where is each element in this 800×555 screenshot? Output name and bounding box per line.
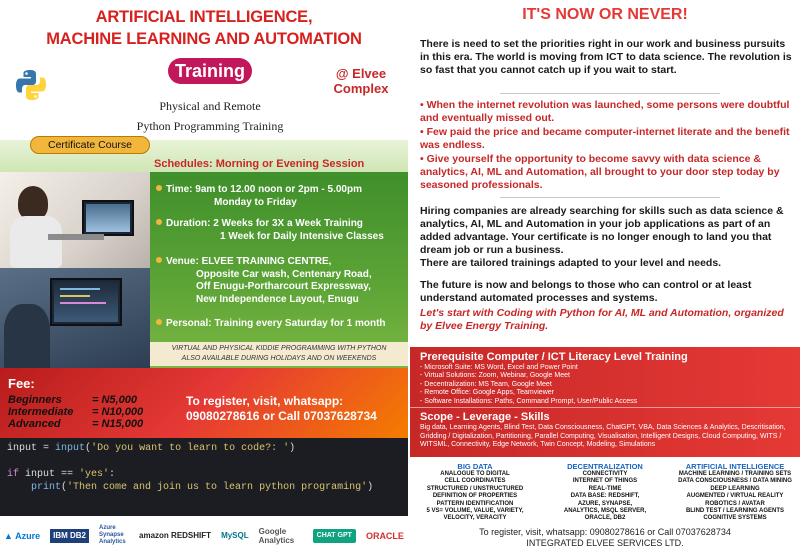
- register-info: [186, 394, 406, 424]
- time-line-2: Monday to Friday: [214, 196, 297, 208]
- headline: IT'S NOW OR NEVER!: [522, 6, 688, 23]
- column-line: PATTERN IDENTIFICATION: [436, 500, 514, 507]
- column-line: DEEP LEARNING: [710, 485, 760, 492]
- column-heading: ARTIFICIAL INTELLIGENCE: [685, 462, 785, 471]
- person-shape: [4, 304, 50, 368]
- venue-line-1: Venue: ELVEE TRAINING CENTRE,: [166, 256, 332, 267]
- flyer-title: [6, 6, 402, 50]
- column-ai: [670, 460, 800, 524]
- bullet-icon: [156, 219, 162, 225]
- fee-title: Fee:: [8, 376, 35, 391]
- scope-panel: [410, 407, 800, 457]
- column-line: CELL COORDINATES: [444, 478, 506, 485]
- screen-shape: [86, 204, 130, 232]
- code-token: :: [109, 469, 116, 480]
- fee-level: Advanced: [8, 418, 61, 430]
- training-badge: Training: [168, 58, 252, 84]
- column-heading: BIG DATA: [457, 462, 493, 471]
- fee-level: Intermediate: [8, 406, 74, 418]
- duration-line-1: Duration: 2 Weeks for 3X a Week Training: [166, 218, 363, 229]
- column-line: VELOCITY, VERACITY: [443, 515, 507, 522]
- prerequisite-item: - Virtual Solutions: Zoom, Webinar, Google Meet: [420, 372, 570, 380]
- fee-amount: = N10,000: [92, 406, 144, 418]
- column-decentralization: [540, 460, 670, 524]
- column-line: ORACLE, DB2: [584, 515, 626, 522]
- azure-label: Azure: [15, 530, 41, 541]
- code-token: input ==: [19, 469, 80, 480]
- hiring-paragraph: Hiring companies are already searching for skills such as data science & analytics, AI, ML and Automation in your job applications as part of an added advantage. Your certificate is no longer enough to land you that dream job or run a business.: [420, 205, 784, 256]
- kiddie-line-1: VIRTUAL AND PHYSICAL KIDDIE PROGRAMMING WITH PYTHON: [171, 345, 387, 352]
- fee-row-beginners: [8, 394, 137, 406]
- register-line-2: 09080278616 or Call 07037628734: [186, 409, 377, 423]
- schedules-heading: Schedules: Morning or Evening Session: [154, 158, 365, 170]
- intro-paragraph: There is need to set the priorities right in our work and business pursuits in this era. The world is moving from ICT to data science. The revolution is so fast that you cannot catch up if you wait to start.: [420, 38, 792, 76]
- kiddie-line-2: ALSO AVAILABLE DURING HOLIDAYS AND ON WEEKENDS: [181, 355, 377, 362]
- column-big-data: [410, 460, 540, 524]
- code-line-1: input = input('Do you want to learn to code?: '): [7, 443, 296, 454]
- mode-line-1: Physical and Remote: [159, 99, 261, 113]
- duration-line-2: 1 Week for Daily Intensive Classes: [220, 230, 384, 242]
- prerequisite-title: Prerequisite Computer / ICT Literacy Level Training: [420, 351, 688, 363]
- column-line: MACHINE LEARNING / TRAINING SETS: [678, 471, 792, 477]
- mysql-logo: MySQL: [221, 530, 249, 540]
- scope-text: Big data, Learning Agents, Blind Test, Data Consciousness, ChatGPT, VBA, Data Sciences & Analytics, Descritisation, Gridding / Digitalization, Partitioning, Parallel Computing, Visualisation, Intelligent Designs, Cloud Computing, WITS / WITSML, Connectivity, Edge Network, Twin Concept, Modeling, Simulations: [420, 424, 786, 449]
- future-paragraph: The future is now and belongs to those who can control or at least understand automated processes and systems.: [420, 279, 752, 304]
- elvee-line-1: @ Elvee: [335, 66, 387, 81]
- ibm-db2-logo: IBM DB2: [50, 529, 89, 543]
- python-logo-icon: [14, 68, 48, 102]
- bullet-icon: [156, 319, 162, 325]
- prerequisite-item: - Decentralization: MS Team, Google Meet: [420, 380, 552, 388]
- title-line-1: ARTIFICIAL INTELLIGENCE,: [95, 8, 313, 26]
- code-line-shape: [60, 302, 106, 304]
- redshift-logo: amazon REDSHIFT: [139, 530, 212, 540]
- topic-columns: [410, 460, 800, 524]
- azure-logo: ▲ Azure: [4, 530, 41, 541]
- code-line-shape: [60, 295, 90, 297]
- laptop-shape: [48, 234, 104, 240]
- code-token: 'yes': [79, 469, 110, 480]
- logo-strip: [0, 516, 408, 555]
- fee-row-intermediate: [8, 406, 144, 418]
- column-line: BLIND TEST / LEARNING AGENTS: [685, 508, 785, 515]
- fee-row-advanced: [8, 418, 144, 430]
- column-line: ROBOTICS / AVATAR: [705, 500, 765, 507]
- code-line-3: [7, 468, 408, 481]
- code-token: print: [7, 482, 62, 493]
- google-analytics-logo: Google Analytics: [258, 526, 295, 545]
- footer-line-2: INTEGRATED ELVEE SERVICES LTD.: [526, 538, 684, 548]
- title-line-2: MACHINE LEARNING AND AUTOMATION: [46, 30, 362, 48]
- column-line: AUGMENTED / VIRTUAL REALITY: [686, 493, 784, 500]
- column-heading: DECENTRALIZATION: [567, 462, 643, 471]
- bullet-3: • Give yourself the opportunity to become savvy with data science & analytics, AI, ML and Automation, all brought to your door step today by seasoned professionals.: [420, 153, 780, 191]
- column-line: DATA CONSCIOUSNESS / DATA MINING: [678, 478, 792, 485]
- prerequisite-panel: [410, 347, 800, 407]
- time-info: [156, 184, 362, 209]
- scope-title: Scope - Leverage - Skills: [420, 411, 550, 423]
- venue-line-4: New Independence Layout, Enugu: [196, 293, 359, 305]
- duration-info: [156, 218, 384, 243]
- venue-line-2: Opposite Car wash, Centenary Road,: [196, 268, 372, 280]
- bullet-icon: [156, 257, 162, 263]
- fee-level: Beginners: [8, 394, 62, 406]
- photo-coder-desk: [0, 268, 150, 368]
- chatgpt-logo: CHAT GPT: [313, 529, 356, 543]
- personal-info: [156, 318, 386, 331]
- code-token: input: [55, 443, 86, 454]
- synapse-logo: Azure Synapse Analytics: [99, 525, 126, 545]
- column-line: INTERNET OF THINGS: [572, 478, 638, 485]
- elvee-line-2: Complex: [333, 81, 389, 96]
- code-snippet: [0, 438, 408, 516]
- code-line-4: print('Then come and join us to learn python programing'): [7, 482, 374, 493]
- promo-line: Let's start with Coding with Python for AI, ML and Automation, organized by Elvee Energy Training.: [420, 307, 784, 332]
- column-line: COGNITIVE SYSTEMS: [703, 515, 767, 522]
- prerequisite-item: - Software Installations: Paths, Command Prompt, User/Public Access: [420, 397, 638, 405]
- column-line: 5 VS= VOLUME, VALUE, VARIETY,: [426, 508, 524, 515]
- schedule-panel: [150, 172, 408, 368]
- fee-amount: = N15,000: [92, 418, 144, 430]
- certificate-badge: Certificate Course: [30, 136, 150, 154]
- fee-panel: [0, 368, 408, 438]
- right-panel: [410, 0, 800, 555]
- column-line: STRUCTURED / UNSTRUCTURED: [426, 485, 524, 492]
- register-line-1: To register, visit, whatsapp:: [186, 394, 344, 408]
- mode-line-2: Python Programming Training: [136, 119, 284, 133]
- kiddie-banner: [150, 342, 408, 366]
- divider: [500, 197, 720, 198]
- code-token: 'Then come and join us to learn python programing': [67, 482, 368, 493]
- bullet-icon: [156, 185, 162, 191]
- tailored-line: There are tailored trainings adapted to your level and needs.: [420, 257, 722, 269]
- venue-info: [156, 256, 372, 306]
- oracle-logo: ORACLE: [365, 530, 404, 541]
- code-token: 'Do you want to learn to code?: ': [91, 443, 290, 454]
- fee-amount: = N5,000: [92, 394, 137, 406]
- prerequisite-item: - Microsoft Suite: MS Word, Excel and Power Point: [420, 364, 578, 371]
- divider: [500, 93, 720, 94]
- time-line-1: Time: 9am to 12.00 noon or 2pm - 5.00pm: [166, 184, 362, 195]
- code-token: if: [7, 469, 20, 480]
- column-line: DEFINITION OF PROPERTIES: [432, 493, 518, 500]
- code-line-blank: [7, 455, 408, 468]
- footer: [410, 527, 800, 549]
- code-token: =: [37, 443, 56, 454]
- code-line-shape: [60, 288, 100, 290]
- person-head-shape: [18, 186, 48, 220]
- column-line: CONNECTIVITY: [582, 471, 628, 477]
- column-line: DATA BASE: REDSHIFT,: [570, 493, 640, 500]
- column-line: ANALOGUE TO DIGITAL: [440, 471, 510, 477]
- column-line: ANALYTICS, MSQL SERVER,: [563, 508, 647, 515]
- footer-line-1: To register, visit, whatsapp: 09080278616 or Call 07037628734: [479, 527, 731, 537]
- venue-badge: [318, 66, 404, 96]
- column-line: REAL-TIME: [588, 485, 622, 492]
- column-line: AZURE, SYNAPSE,: [577, 500, 633, 507]
- code-token: input: [7, 443, 38, 454]
- person-body-shape: [10, 216, 62, 268]
- bullet-2: • Few paid the price and became computer-internet literate and the benefit was endless.: [420, 126, 790, 151]
- personal-line: Personal: Training every Saturday for 1 month: [166, 318, 386, 329]
- photo-student-laptop: [0, 172, 150, 268]
- bullet-1: • When the internet revolution was launched, some persons were doubtful and eventually missed out.: [420, 99, 790, 124]
- prerequisite-item: - Remote Office: Google Apps, Teamviewer: [420, 389, 554, 397]
- training-mode: [110, 96, 310, 136]
- venue-line-3: Off Enugu-Portharcourt Expressway,: [196, 281, 371, 292]
